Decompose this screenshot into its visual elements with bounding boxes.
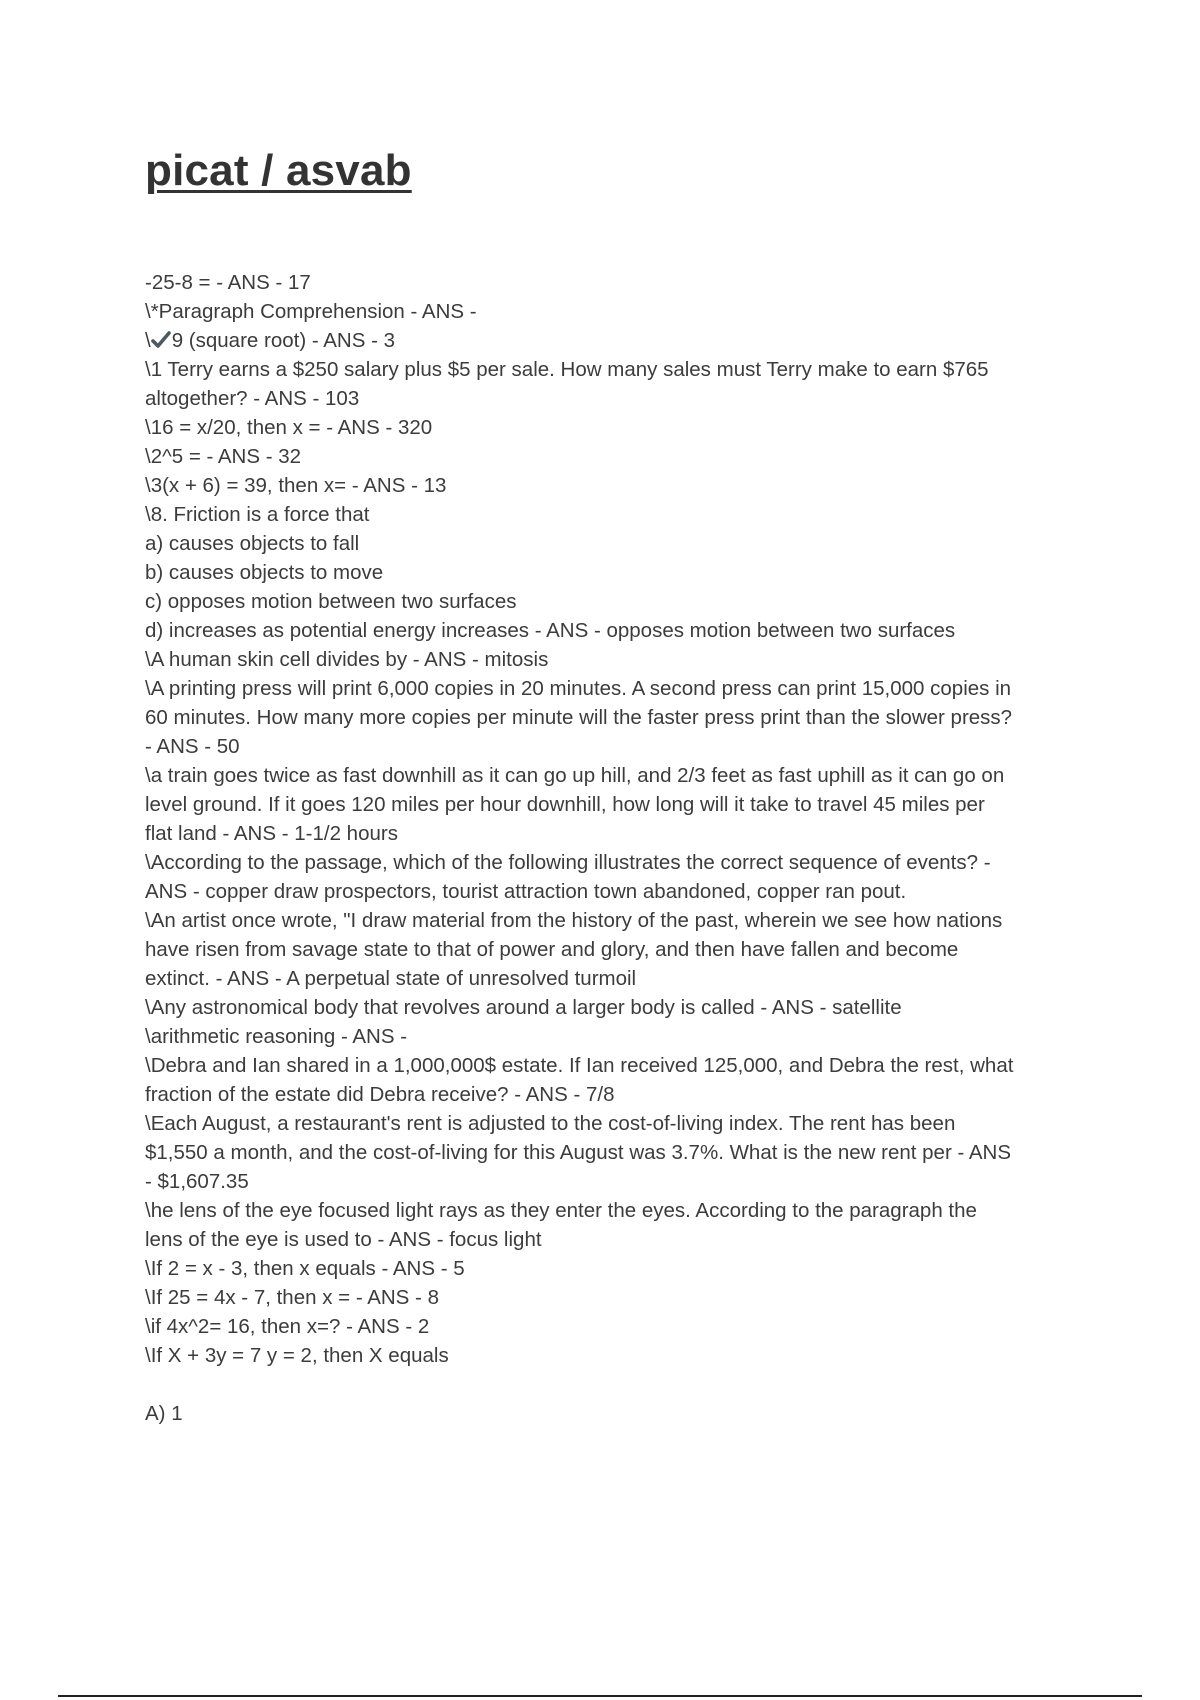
blank-line [145, 1370, 1095, 1399]
document-title: picat / asvab [145, 146, 412, 195]
text-line: - ANS - 50 [145, 735, 240, 758]
text-line: \If 2 = x - 3, then x equals - ANS - 5 [145, 1257, 465, 1280]
text-line: lens of the eye is used to - ANS - focus light [145, 1228, 542, 1251]
text-line: 60 minutes. How many more copies per minute will the faster press print than the slower press? [145, 706, 1013, 729]
text-line: \An artist once wrote, "I draw material from the history of the past, wherein we see how nations [145, 909, 1003, 932]
text-line: ANS - copper draw prospectors, tourist attraction town abandoned, copper ran pout. [145, 880, 907, 903]
text-line: \16 = x/20, then x = - ANS - 320 [145, 416, 433, 439]
text-line: \Any astronomical body that revolves around a larger body is called - ANS - satellite [145, 996, 902, 1019]
text-line: \If X + 3y = 7 y = 2, then X equals [145, 1344, 449, 1367]
text-line: \*Paragraph Comprehension - ANS - [145, 300, 477, 323]
text-line: \if 4x^2= 16, then x=? - ANS - 2 [145, 1315, 430, 1338]
document-body [145, 268, 1095, 1428]
text-line: \3(x + 6) = 39, then x= - ANS - 13 [145, 474, 447, 497]
text-line: $1,550 a month, and the cost-of-living for this August was 3.7%. What is the new rent per - ANS [145, 1141, 1012, 1164]
text-line: \Debra and Ian shared in a 1,000,000$ estate. If Ian received 125,000, and Debra the rest, what [145, 1054, 1014, 1077]
text-line: \2^5 = - ANS - 32 [145, 445, 302, 468]
text-line: flat land - ANS - 1-1/2 hours [145, 822, 398, 845]
text-line: \According to the passage, which of the following illustrates the correct sequence of events? - [145, 851, 991, 874]
text-line: \Each August, a restaurant's rent is adjusted to the cost-of-living index. The rent has been [145, 1112, 956, 1135]
text-line: fraction of the estate did Debra receive? - ANS - 7/8 [145, 1083, 615, 1106]
text-line: \arithmetic reasoning - ANS - [145, 1025, 408, 1048]
text-line: c) opposes motion between two surfaces [145, 590, 517, 613]
checkmark-icon [151, 330, 171, 350]
text-line: have risen from savage state to that of power and glory, and then have fallen and become [145, 938, 959, 961]
text-line: \If 25 = 4x - 7, then x = - ANS - 8 [145, 1286, 439, 1309]
backslash-prefix: \ [145, 329, 151, 352]
text-line: \A printing press will print 6,000 copies in 20 minutes. A second press can print 15,000 copies in [145, 677, 1012, 700]
text-line: altogether? - ANS - 103 [145, 387, 360, 410]
text-line: level ground. If it goes 120 miles per hour downhill, how long will it take to travel 45 miles per [145, 793, 985, 816]
text-line: \8. Friction is a force that [145, 503, 370, 526]
page-bottom-rule [58, 1695, 1142, 1697]
text-line [145, 326, 1095, 355]
line-text: 9 (square root) - ANS - 3 [171, 329, 396, 352]
text-line: \a train goes twice as fast downhill as it can go up hill, and 2/3 feet as fast uphill as it can go on [145, 764, 1005, 787]
text-line: b) causes objects to move [145, 561, 384, 584]
text-line: \A human skin cell divides by - ANS - mitosis [145, 648, 549, 671]
text-line: a) causes objects to fall [145, 532, 360, 555]
answer-option: A) 1 [145, 1402, 183, 1425]
text-line: -25-8 = - ANS - 17 [145, 271, 311, 294]
text-line: \he lens of the eye focused light rays as they enter the eyes. According to the paragraph the [145, 1199, 977, 1222]
text-line: \1 Terry earns a $250 salary plus $5 per sale. How many sales must Terry make to earn $765 [145, 358, 989, 381]
text-line: d) increases as potential energy increases - ANS - opposes motion between two surfaces [145, 619, 956, 642]
text-line: extinct. - ANS - A perpetual state of unresolved turmoil [145, 967, 637, 990]
text-line: - $1,607.35 [145, 1170, 249, 1193]
